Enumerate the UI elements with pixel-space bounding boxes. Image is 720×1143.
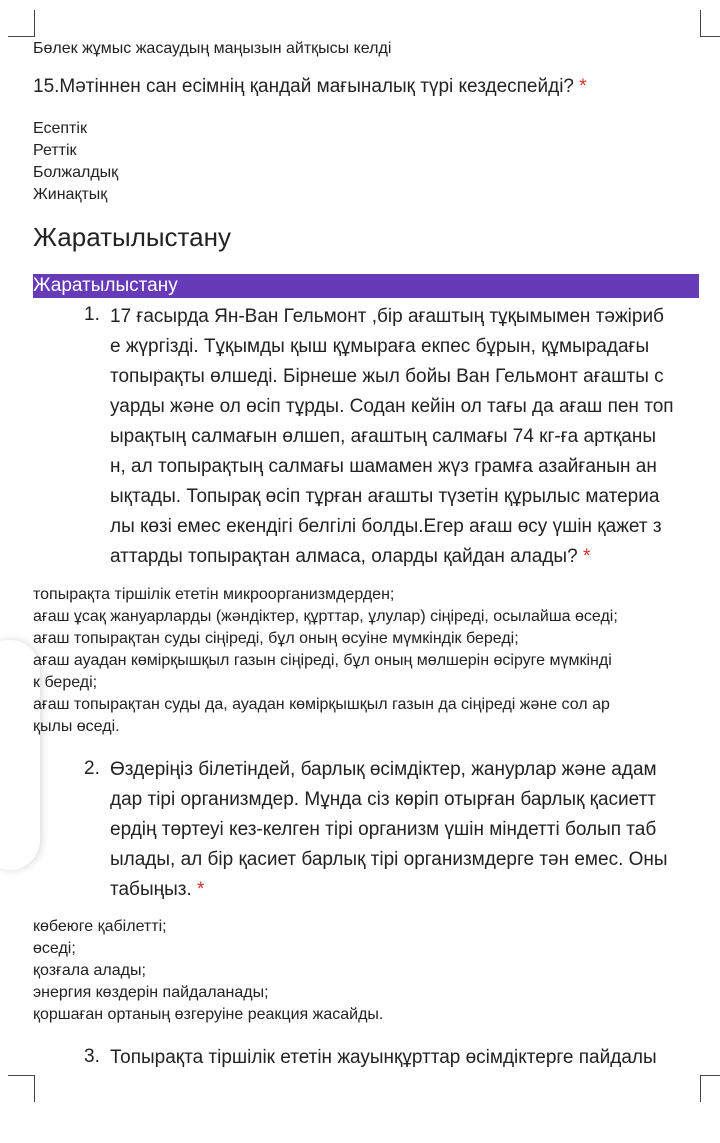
question-line: е жүргізді. Тұқымды қыш құмыраға екпес бұрын, құмырадағы	[110, 336, 650, 357]
question-line: ырақтың салмағын өлшеп, ағаштың салмағы 74 кг-ға артқаны	[110, 426, 656, 447]
crop-mark	[8, 1075, 35, 1102]
option[interactable]: топырақта тіршілік ететін микроорганизмдерден;	[33, 586, 395, 603]
option[interactable]: қоршаған ортаның өзгеруіне реакция жасайды.	[33, 1006, 384, 1023]
previous-text: Бөлек жұмыс жасаудың маңызын айтқысы келді	[33, 40, 392, 57]
option[interactable]: өседі;	[33, 940, 76, 957]
question-line: табыңыз.	[110, 879, 192, 900]
question-line: Өздеріңіз білетіндей, барлық өсімдіктер, жанурлар және адам	[110, 759, 657, 780]
option[interactable]: Жинақтық	[33, 186, 108, 203]
option[interactable]: қылы өседі.	[33, 718, 120, 735]
crop-mark	[8, 10, 35, 37]
required-star: *	[579, 76, 587, 97]
option[interactable]: ағаш ұсақ жануарларды (жәндіктер, құрттар, ұлулар) сіңіреді, осылайша өседі;	[33, 608, 618, 625]
question-line: дар тірі организмдер. Мұнда сіз көріп отырған барлық қасиетт	[110, 789, 656, 810]
required-star: *	[197, 879, 205, 900]
question-line: ердің төртеуі кез-келген тірі организм үшін міндетті болып таб	[110, 819, 657, 840]
option[interactable]: ағаш топырақтан суды сіңіреді, бұл оның өсуіне мүмкіндік береді;	[33, 630, 519, 647]
section-title: Жаратылыстану	[33, 222, 231, 252]
option[interactable]: көбеюге қабілетті;	[33, 918, 167, 935]
q1-answers	[33, 584, 618, 738]
question-number: 3.	[84, 1046, 100, 1067]
crop-mark	[700, 10, 720, 37]
question-line: 17 ғасырда Ян-Ван Гельмонт ,бір ағаштың тұқымымен тәжіриб	[110, 306, 664, 327]
question-2	[110, 755, 668, 905]
question-number: 1.	[84, 304, 100, 325]
option[interactable]: ағаш ауадан көмірқышқыл газын сіңіреді, бұл оның мөлшерін өсіруге мүмкінді	[33, 652, 612, 669]
option[interactable]: к береді;	[33, 674, 98, 691]
question-number: 2.	[84, 758, 100, 779]
question-line: уарды және ол өсіп тұрды. Содан кейін ол тағы да ағаш пен топ	[110, 396, 674, 417]
option[interactable]: энергия көздерін пайдаланады;	[33, 984, 269, 1001]
q2-answers	[33, 916, 383, 1026]
question-line: лы көзі емес екендігі белгілі болды.Егер ағаш өсу үшін қажет з	[110, 516, 662, 537]
option[interactable]: ағаш топырақтан суды да, ауадан көмірқышқыл газын да сіңіреді және сол ар	[33, 696, 610, 713]
q15-options	[33, 118, 118, 206]
crop-mark	[700, 1075, 720, 1102]
option[interactable]: Болжалдық	[33, 164, 119, 181]
question-line: н, ал топырақтың салмағы шамамен жүз грамға азайғанын ан	[110, 456, 657, 477]
question-3: Топырақта тіршілік ететін жауынқұрттар өсімдіктерге пайдалы	[110, 1047, 657, 1068]
option[interactable]: Реттік	[33, 142, 77, 159]
question-line: ылады, ал бір қасиет барлық тірі организмдерге тән емес. Оны	[110, 849, 668, 870]
question-1	[110, 302, 674, 572]
option[interactable]: Есептік	[33, 120, 87, 137]
section-header-bar: Жаратылыстану	[33, 274, 699, 298]
question-line: топырақты өлшеді. Бірнеше жыл бойы Ван Гельмонт ағашты с	[110, 366, 664, 387]
question-line: ықтады. Топырақ өсіп тұрған ағашты түзетін құрылыс материа	[110, 486, 660, 507]
question-15	[33, 76, 587, 98]
question-line: аттарды топырақтан алмаса, оларды қайдан алады?	[110, 546, 578, 567]
required-star: *	[582, 546, 591, 567]
question-text: 15.Мәтіннен сан есімнің қандай мағыналық түрі кездеспейді?	[33, 76, 574, 97]
option[interactable]: қозғала алады;	[33, 962, 146, 979]
